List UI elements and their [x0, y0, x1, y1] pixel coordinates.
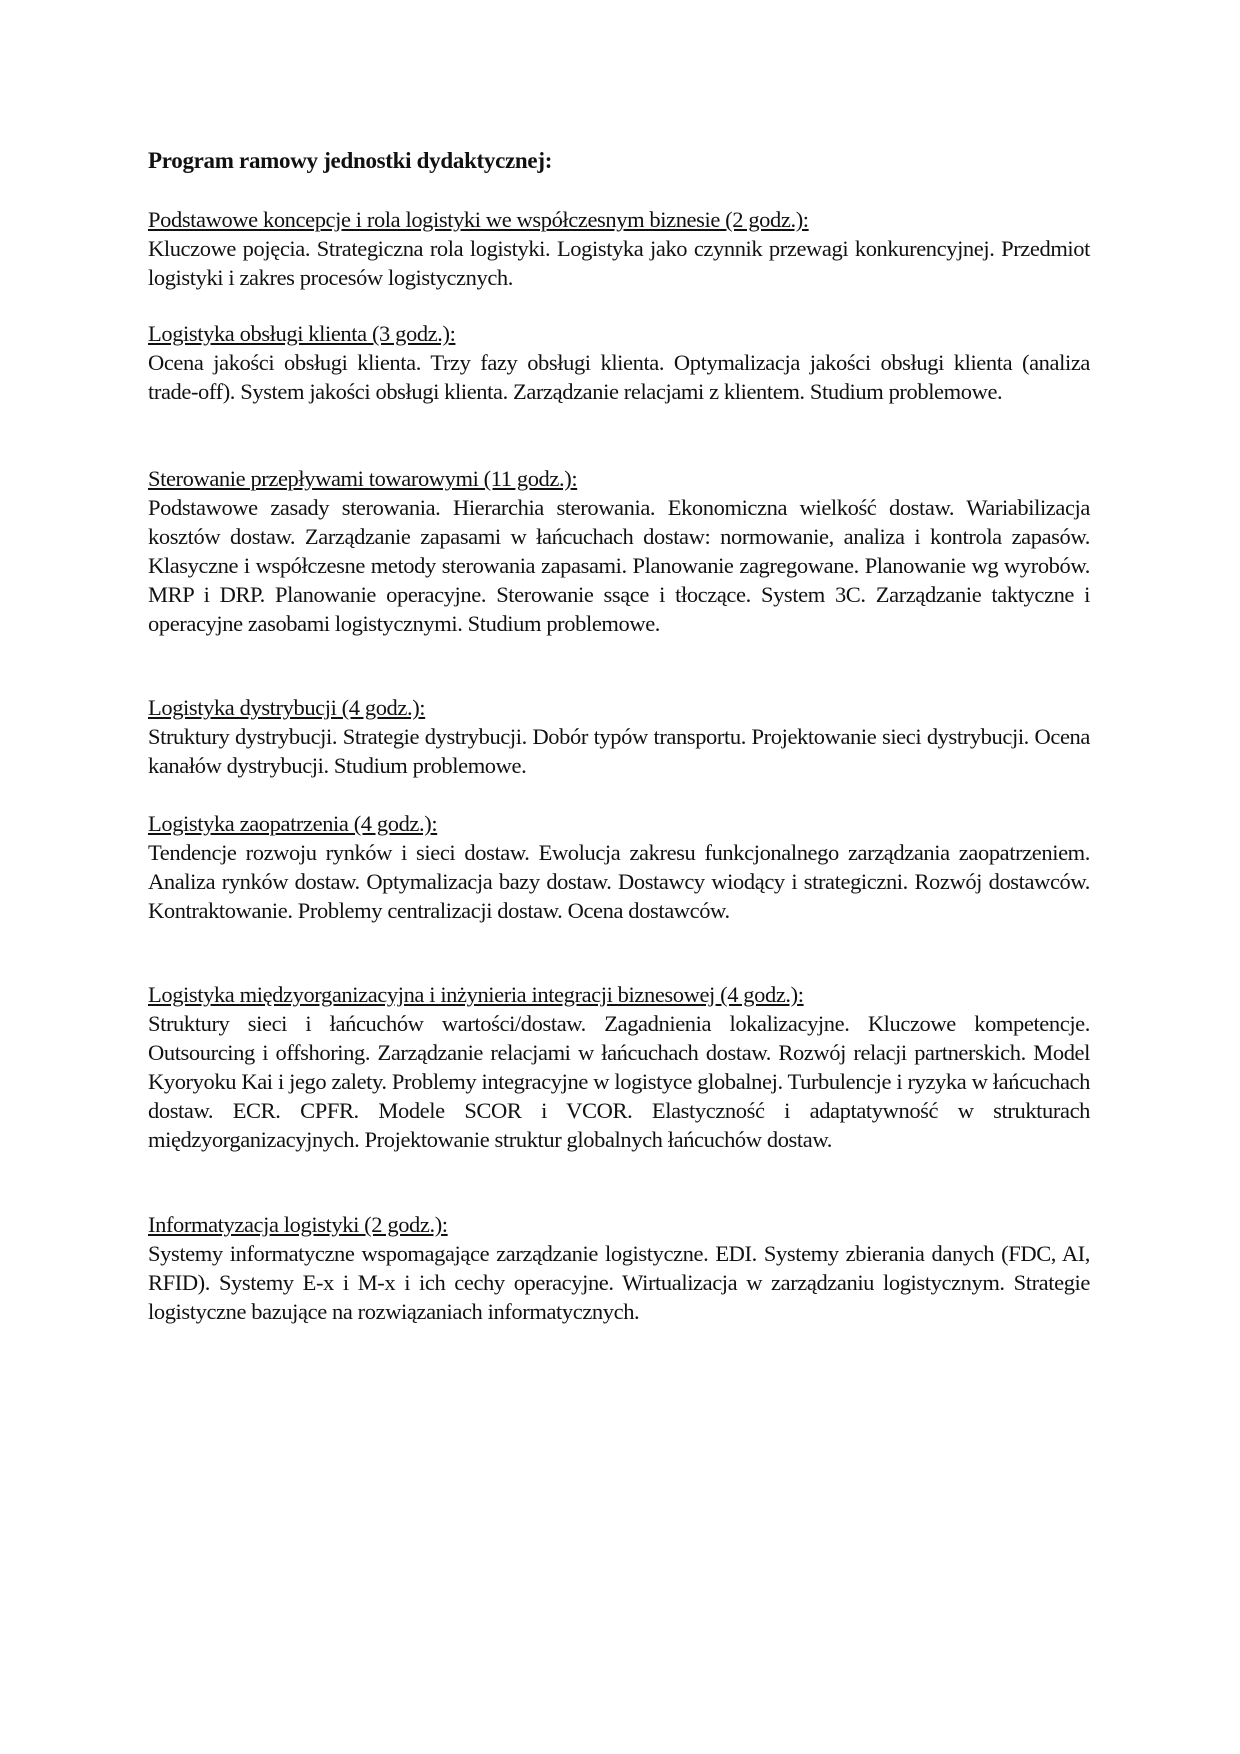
section-heading: Podstawowe koncepcje i rola logistyki we współczesnym biznesie (2 godz.):	[148, 207, 809, 232]
section-heading: Informatyzacja logistyki (2 godz.):	[148, 1212, 448, 1237]
section-heading: Logistyka międzyorganizacyjna i inżynieria integracji biznesowej (4 godz.):	[148, 982, 804, 1007]
document-title: Program ramowy jednostki dydaktycznej:	[148, 148, 553, 173]
section-body: Ocena jakości obsługi klienta. Trzy fazy obsługi klienta. Optymalizacja jakości obsługi klienta (analiza trade-off). System jakości obsługi klienta. Zarządzanie relacjami z klientem. Studium problemowe.	[148, 350, 1090, 404]
section-body: Kluczowe pojęcia. Strategiczna rola logistyki. Logistyka jako czynnik przewagi konkurencyjnej. Przedmiot logistyki i zakres procesów logistycznych.	[148, 236, 1090, 290]
section-body: Podstawowe zasady sterowania. Hierarchia sterowania. Ekonomiczna wielkość dostaw. Wariabilizacja kosztów dostaw. Zarządzanie zapasami w łańcuchach dostaw: normowanie, analiza i kontrola zapasów. Klasyczne i współczesne metody sterowania zapasami. Planowanie zagregowane. Planowanie wg wyrobów. MRP i DRP. Planowanie operacyjne. Sterowanie ssące i tłoczące. System 3C. Zarządzanie taktyczne i operacyjne zasobami logistycznymi. Studium problemowe.	[148, 495, 1090, 636]
section-distribution	[148, 693, 1090, 780]
section-supply	[148, 809, 1090, 925]
section-heading: Logistyka obsługi klienta (3 godz.):	[148, 321, 456, 346]
section-interorganizational	[148, 980, 1090, 1154]
section-heading: Logistyka dystrybucji (4 godz.):	[148, 695, 426, 720]
section-flow-control	[148, 464, 1090, 638]
section-body: Struktury sieci i łańcuchów wartości/dostaw. Zagadnienia lokalizacyjne. Kluczowe kompetencje. Outsourcing i offshoring. Zarządzanie relacjami w łańcuchach dostaw. Rozwój relacji partnerskich. Model Kyoryoku Kai i jego zalety. Problemy integracyjne w logistyce globalnej. Turbulencje i ryzyka w łańcuchach dostaw. ECR. CPFR. Modele SCOR i VCOR. Elastyczność i adaptatywność w strukturach międzyorganizacyjnych. Projektowanie struktur globalnych łańcuchów dostaw.	[148, 1011, 1090, 1152]
section-heading: Logistyka zaopatrzenia (4 godz.):	[148, 811, 438, 836]
section-customer-service	[148, 319, 1090, 406]
section-concepts	[148, 205, 1090, 292]
section-body: Struktury dystrybucji. Strategie dystrybucji. Dobór typów transportu. Projektowanie sieci dystrybucji. Ocena kanałów dystrybucji. Studium problemowe.	[148, 724, 1090, 778]
section-heading: Sterowanie przepływami towarowymi (11 godz.):	[148, 466, 578, 491]
section-body: Tendencje rozwoju rynków i sieci dostaw. Ewolucja zakresu funkcjonalnego zarządzania zaopatrzeniem. Analiza rynków dostaw. Optymalizacja bazy dostaw. Dostawcy wiodący i strategiczni. Rozwój dostawców. Kontraktowanie. Problemy centralizacji dostaw. Ocena dostawców.	[148, 840, 1090, 923]
section-informatization	[148, 1210, 1090, 1326]
section-body: Systemy informatyczne wspomagające zarządzanie logistyczne. EDI. Systemy zbierania danych (FDC, AI, RFID). Systemy E-x i M-x i ich cechy operacyjne. Wirtualizacja w zarządzaniu logistycznym. Strategie logistyczne bazujące na rozwiązaniach informatycznych.	[148, 1241, 1090, 1324]
